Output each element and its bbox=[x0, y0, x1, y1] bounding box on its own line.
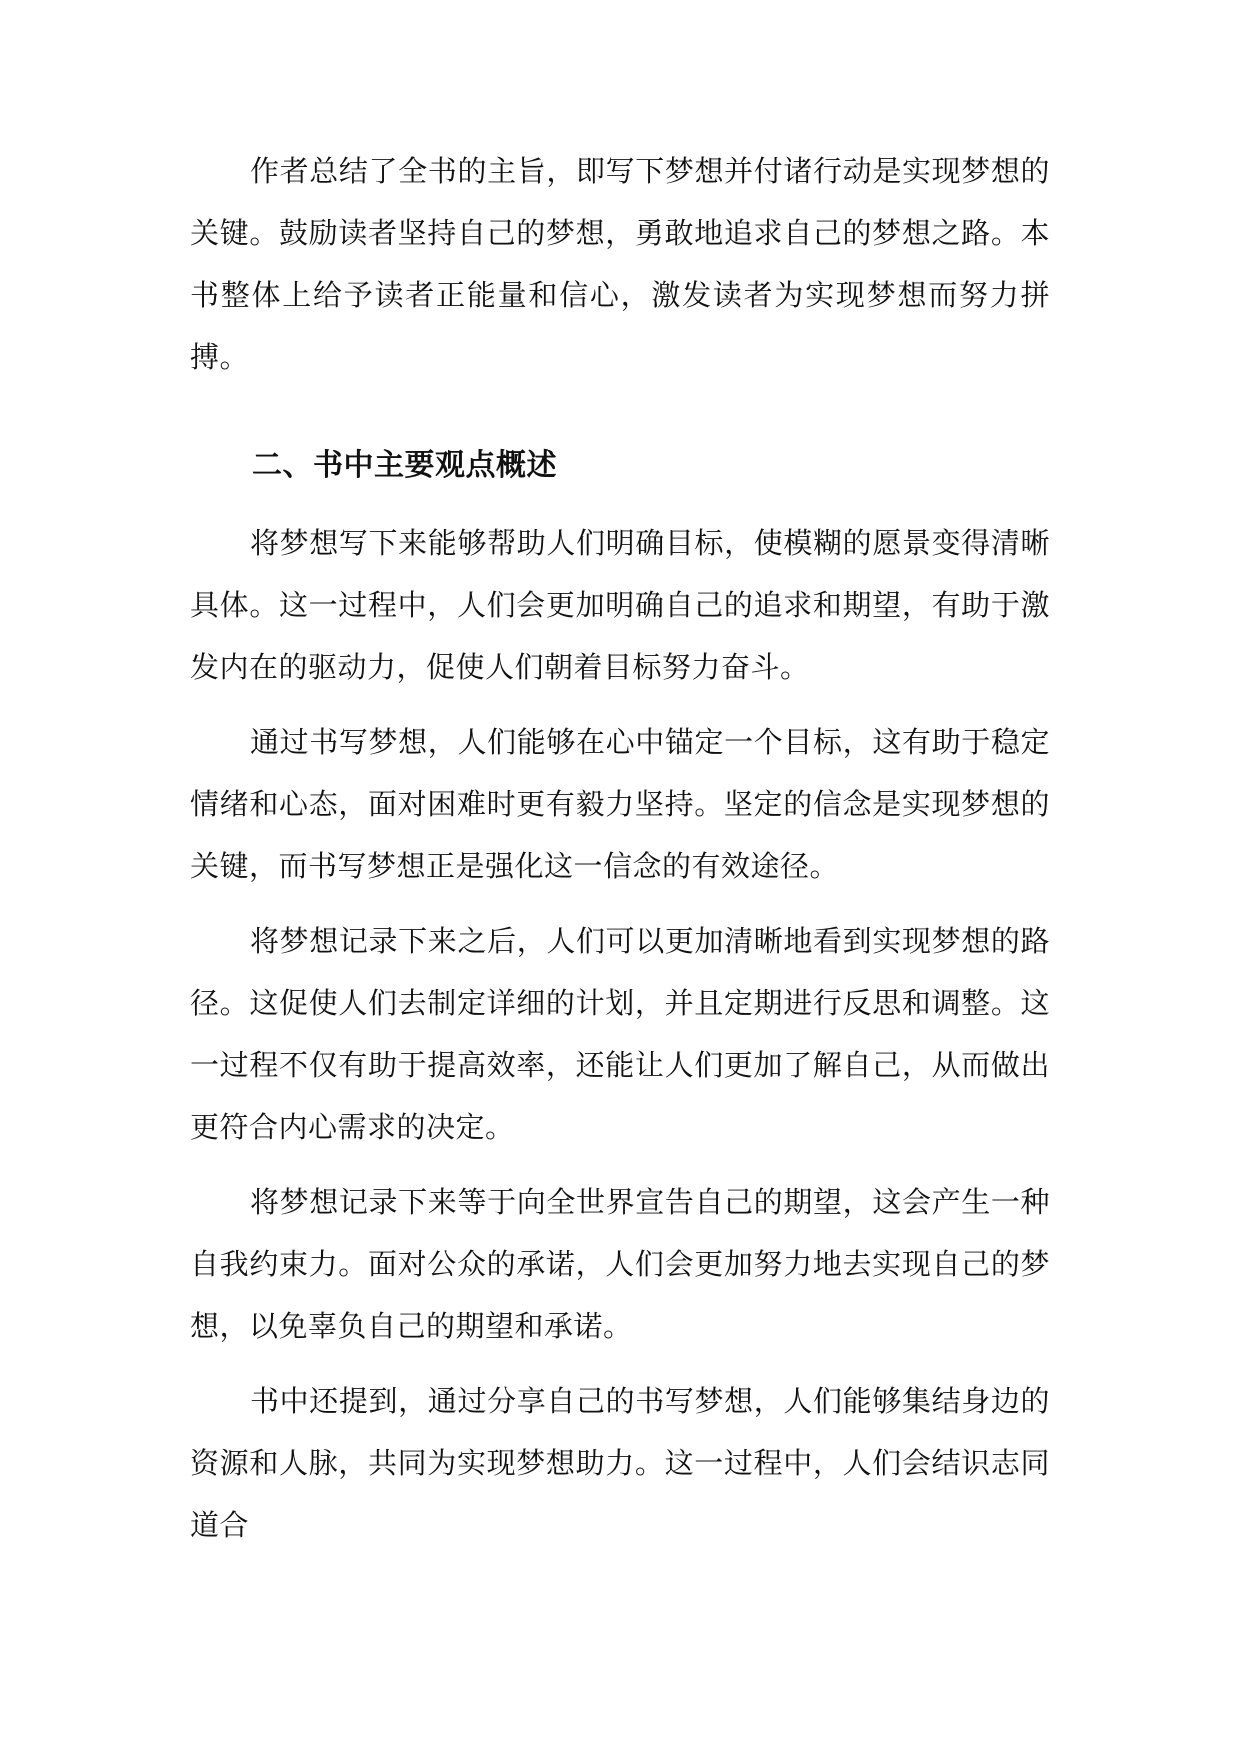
paragraph-anchor-goal: 通过书写梦想，人们能够在心中锚定一个目标，这有助于稳定情绪和心态，面对困难时更有毅力坚持。坚定的信念是实现梦想的关键，而书写梦想正是强化这一信念的有效途径。 bbox=[190, 725, 1050, 883]
paragraph-see-path: 将梦想记录下来之后，人们可以更加清晰地看到实现梦想的路径。这促使人们去制定详细的计划，并且定期进行反思和调整。这一过程不仅有助于提高效率，还能让人们更加了解自己，从而做出更符合内心需求的决定。 bbox=[190, 924, 1050, 1144]
section-heading: 二、书中主要观点概述 bbox=[252, 448, 557, 483]
intro-paragraph: 作者总结了全书的主旨，即写下梦想并付诸行动是实现梦想的关键。鼓励读者坚持自己的梦想，勇敢地追求自己的梦想之路。本书整体上给予读者正能量和信心，激发读者为实现梦想而努力拼搏。 bbox=[190, 154, 1050, 374]
paragraph-share-dreams: 书中还提到，通过分享自己的书写梦想，人们能够集结身边的资源和人脉，共同为实现梦想助力。这一过程中，人们会结识志同道合 bbox=[190, 1384, 1050, 1542]
paragraph-clarify-goals: 将梦想写下来能够帮助人们明确目标，使模糊的愿景变得清晰具体。这一过程中，人们会更加明确自己的追求和期望，有助于激发内在的驱动力，促使人们朝着目标努力奋斗。 bbox=[190, 526, 1050, 684]
page-content bbox=[190, 140, 1050, 1556]
paragraph-self-constraint: 将梦想记录下来等于向全世界宣告自己的期望，这会产生一种自我约束力。面对公众的承诺，人们会更加努力地去实现自己的梦想，以免辜负自己的期望和承诺。 bbox=[190, 1185, 1050, 1343]
